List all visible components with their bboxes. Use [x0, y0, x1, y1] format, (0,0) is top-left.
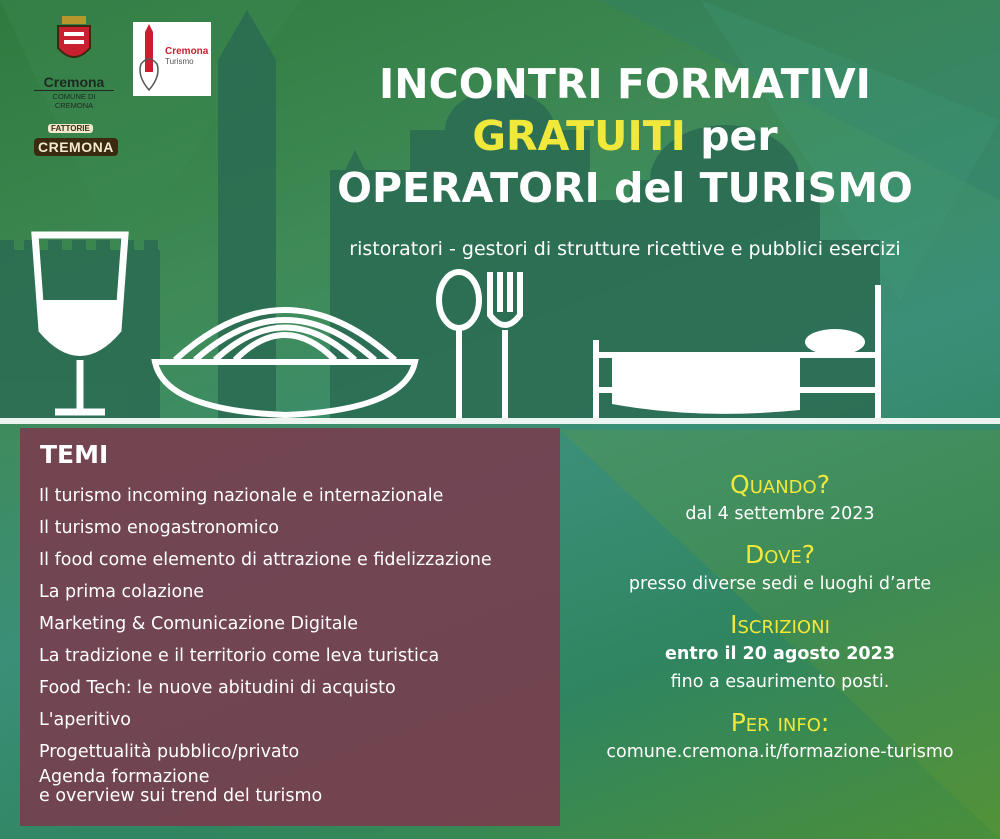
- info-label: Per info:: [730, 708, 830, 737]
- agenda-line1: Agenda formazione: [39, 767, 210, 787]
- temi-list: [39, 480, 492, 768]
- comune-cremona-logo: [34, 14, 114, 110]
- temi-panel: [20, 428, 560, 826]
- list-item: La tradizione e il territorio come leva turistica: [39, 646, 440, 666]
- turismo-brand: Cremona: [165, 46, 209, 57]
- list-item: Food Tech: le nuove abitudini di acquisto: [39, 678, 396, 698]
- quando-value: dal 4 settembre 2023: [685, 504, 875, 524]
- agenda-line2: e overview sui trend del turismo: [39, 786, 323, 806]
- headline-line1: INCONTRI FORMATIVI: [379, 60, 871, 108]
- fattorie-top-label: FATTORIE: [48, 124, 93, 133]
- iscrizioni-label: Iscrizioni: [730, 610, 830, 639]
- headline-highlight: GRATUITI: [472, 112, 686, 160]
- cremona-turismo-logo: [133, 22, 211, 96]
- list-item: La prima colazione: [39, 582, 205, 602]
- quando-label: Quando?: [730, 470, 830, 499]
- temi-title: TEMI: [40, 440, 109, 469]
- info-column: [565, 470, 995, 766]
- turismo-word: Turismo: [165, 57, 194, 66]
- list-item: Il turismo incoming nazionale e internazionale: [39, 486, 444, 506]
- dove-value: presso diverse sedi e luoghi d’arte: [628, 574, 932, 594]
- info-url: comune.cremona.it/formazione-turismo: [606, 742, 954, 762]
- list-item: L'aperitivo: [39, 710, 132, 730]
- fattorie-main-label: CREMONA: [34, 138, 118, 156]
- list-item: Il turismo enogastronomico: [39, 518, 279, 538]
- list-item-agenda: [39, 768, 322, 806]
- headline-line2: [300, 110, 950, 162]
- coat-of-arms-icon: [54, 14, 94, 68]
- comune-name: Cremona: [43, 74, 105, 90]
- headline-subtitle: ristoratori - gestori di strutture ricettive e pubblici esercizi: [349, 238, 901, 260]
- list-item: Progettualità pubblico/privato: [39, 742, 300, 762]
- violin-tower-icon: [135, 24, 165, 94]
- headline-line3: OPERATORI del TURISMO: [337, 164, 913, 212]
- headline: [300, 58, 950, 214]
- headline-line2-rest: per: [685, 112, 778, 160]
- fattorie-cremona-logo: [34, 122, 114, 160]
- dove-label: Dove?: [744, 540, 816, 569]
- comune-subtitle: COMUNE DI CREMONA: [34, 90, 114, 110]
- list-item: Marketing & Comunicazione Digitale: [39, 614, 359, 634]
- iscrizioni-note: fino a esaurimento posti.: [670, 672, 890, 692]
- list-item: Il food come elemento di attrazione e fidelizzazione: [39, 550, 492, 570]
- iscrizioni-deadline: entro il 20 agosto 2023: [665, 644, 895, 664]
